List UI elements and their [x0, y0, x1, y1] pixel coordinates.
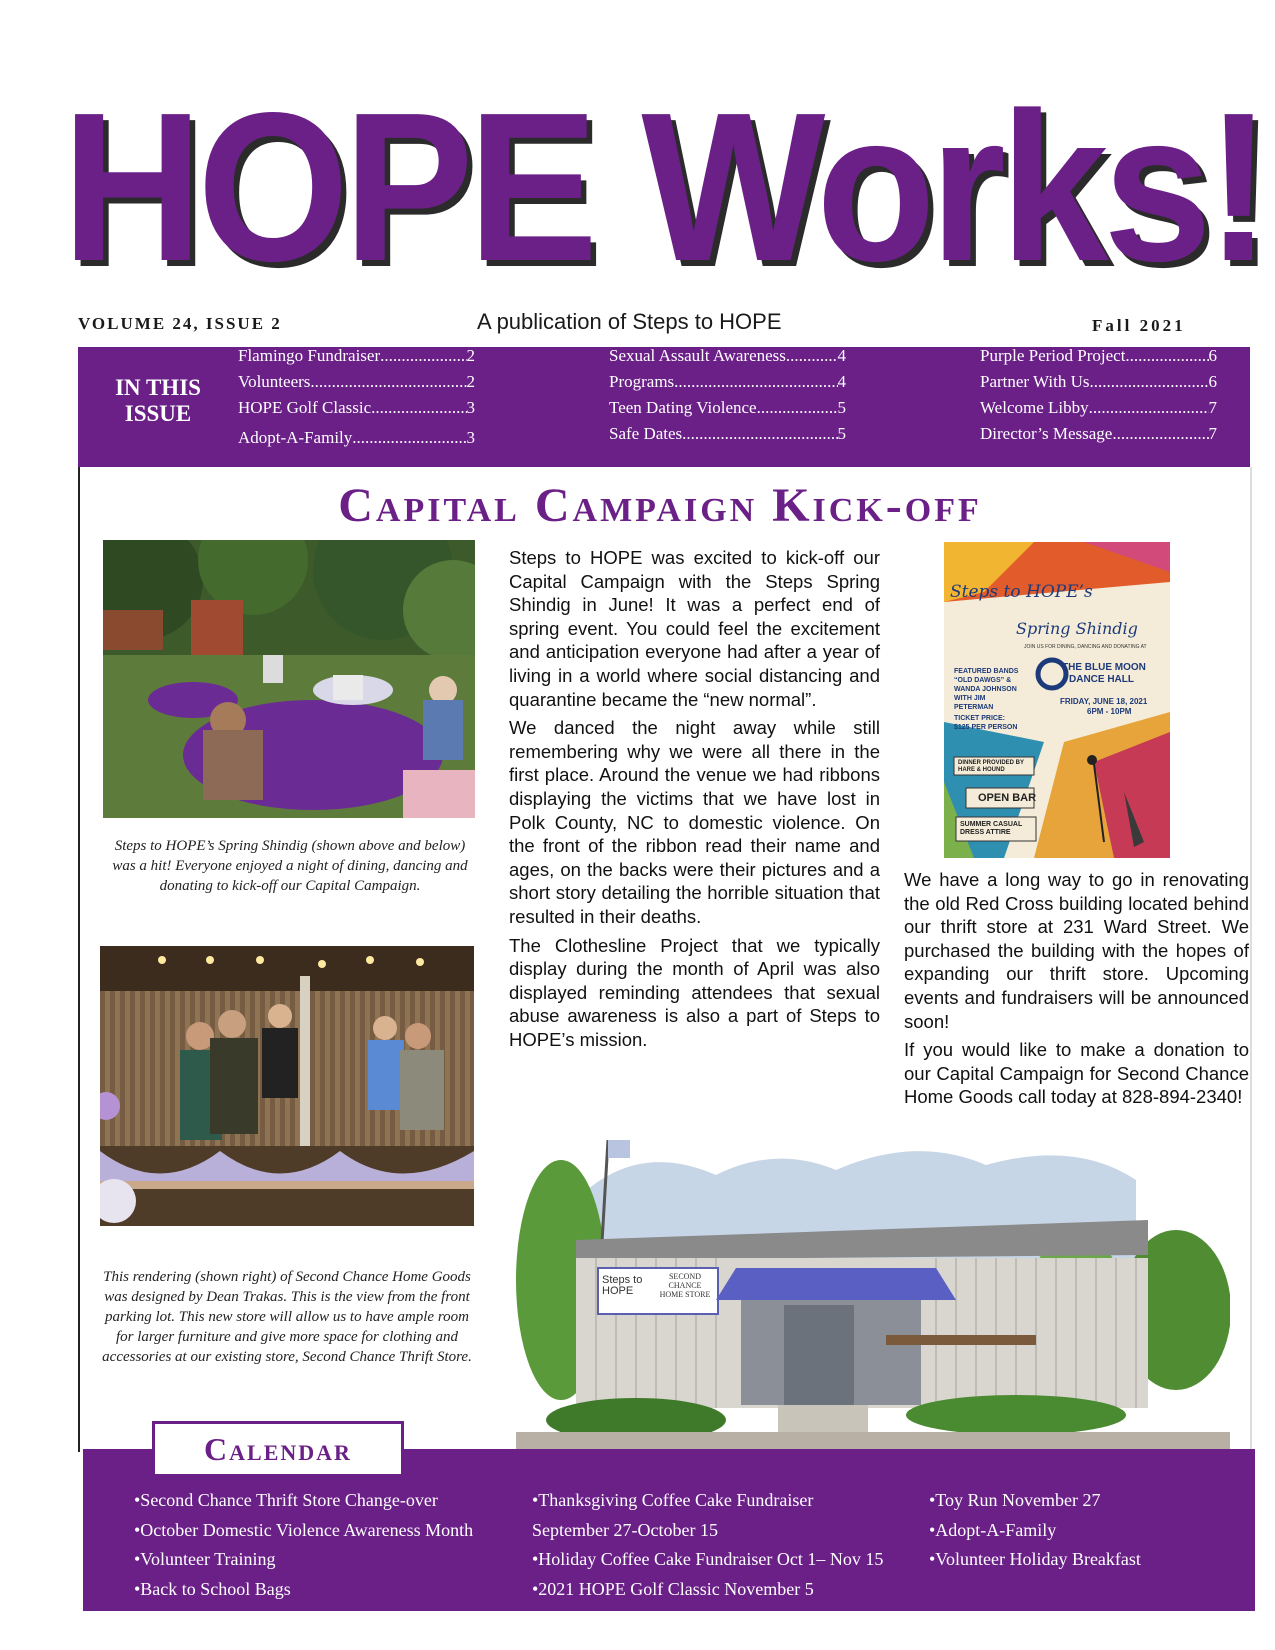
calendar-item: •Volunteer Holiday Breakfast: [929, 1549, 1141, 1569]
rendering-sign-logo: Steps to HOPE: [602, 1274, 643, 1297]
poster-dinner: DINNER PROVIDED BY HARE & HOUND: [958, 760, 1024, 773]
shindig-dance-photo: [100, 946, 474, 1226]
article-paragraph: Steps to HOPE was excited to kick-off our Capital Campaign with the Steps Spring Shindig in June! It was a perfect end of spring event. You could feel the excitement and anticipation everyone had after a year of living in a world where social distancing and quarantine became the “new normal”.: [509, 547, 880, 710]
poster-price: TICKET PRICE: $125 PER PERSON: [954, 715, 1018, 731]
calendar-item: •Volunteer Training: [134, 1549, 276, 1569]
toc-item[interactable]: Purple Period Project ..... 6: [980, 343, 1217, 369]
calendar-item: •Back to School Bags: [134, 1578, 291, 1599]
poster-date: FRIDAY, JUNE 18, 2021: [1060, 697, 1148, 706]
rendering-caption: This rendering (shown right) of Second Chance Home Goods was designed by Dean Trakas. This is the view from the front parking lot. This new store will allow us to have ample room for larger furniture and give more space for clothing and accessories at our existing store, Second Chance Thrift Store.: [102, 1269, 472, 1365]
toc-column-1: [238, 343, 475, 451]
second-chance-rendering: [516, 1120, 1230, 1450]
calendar-heading: Calendar: [152, 1421, 404, 1477]
calendar-item: •2021 HOPE Golf Classic November 5: [532, 1578, 814, 1599]
volume-issue: VOLUME 24, ISSUE 2: [78, 314, 282, 333]
toc-item[interactable]: Director’s Message ..... 7: [980, 421, 1217, 447]
article-paragraph: If you would like to make a donation to our Capital Campaign for Second Chance Home Goods call today at 828-894-2340!: [904, 1039, 1249, 1108]
season-label: Fall 2021: [1092, 316, 1186, 335]
spring-shindig-poster: [944, 542, 1170, 858]
shindig-dinner-photo: [103, 540, 475, 818]
article-paragraph: The Clothesline Project that we typically display during the month of April was also displayed reminding attendees that sexual abuse awareness is also a part of Steps to HOPE’s mission.: [509, 934, 880, 1050]
in-this-issue-bar: [78, 347, 1250, 467]
calendar-column-2: [532, 1486, 883, 1604]
frame-right-rule: [1250, 467, 1252, 1452]
poster-title: Steps to HOPE’s: [950, 582, 1093, 602]
frame-left-rule: [78, 467, 80, 1452]
toc-item[interactable]: Safe Dates ..... 5: [609, 421, 846, 447]
calendar-column-1: [134, 1486, 473, 1604]
toc-column-3: [980, 343, 1217, 447]
poster-time: 6PM - 10PM: [1087, 707, 1132, 716]
calendar-item: •Toy Run November 27: [929, 1490, 1101, 1510]
toc-item[interactable]: Adopt-A-Family ..... 3: [238, 425, 475, 451]
article-paragraph: We have a long way to go in renovating the old Red Cross building located behind our thrift store at 231 Ward Street. We purchased the building with the hopes of expanding our thrift store. Upcoming events and fundraisers will be announced soon!: [904, 869, 1249, 1032]
photo-caption: Steps to HOPE’s Spring Shindig (shown above and below) was a hit! Everyone enjoyed a night of dining, dancing and donating to kick-off our Capital Campaign.: [112, 838, 468, 894]
calendar-item: September 27-October 15: [532, 1519, 718, 1540]
poster-venue-line-1: THE BLUE MOON: [1062, 662, 1146, 673]
calendar-item: •Second Chance Thrift Store Change-over: [134, 1490, 438, 1510]
calendar-item: •Adopt-A-Family: [929, 1519, 1057, 1540]
calendar-item: •Holiday Coffee Cake Fundraiser Oct 1– Nov 15: [532, 1549, 884, 1569]
toc-item[interactable]: Flamingo Fundraiser ..... 2: [238, 343, 475, 369]
toc-column-2: [609, 343, 846, 447]
poster-venue-line-2: DANCE HALL: [1069, 674, 1134, 685]
poster-bands: FEATURED BANDS “OLD DAWGS” & WANDA JOHNSON WITH JIM PETERMAN: [954, 668, 1019, 711]
poster-event: Spring Shindig: [1016, 619, 1138, 638]
toc-item[interactable]: Sexual Assault Awareness ..... 4: [609, 343, 846, 369]
article-paragraph: We danced the night away while still remembering why we were all there in the first place. Around the venue we had ribbons displaying the victims that we have lost in Polk County, NC to domestic violence. On the front of the ribbon read their name and ages, on the backs were their pictures and a short story detailing the horrible situation that resulted in their deaths.: [509, 717, 880, 927]
article-body-column-1: [509, 546, 880, 1056]
masthead-title: HOPE Works!: [62, 68, 1266, 305]
article-body-column-2: [904, 868, 1249, 1114]
toc-item[interactable]: Welcome Libby ..... 7: [980, 395, 1217, 421]
toc-item[interactable]: Programs ..... 4: [609, 369, 846, 395]
toc-item[interactable]: HOPE Golf Classic ..... 3: [238, 395, 475, 421]
publication-subtitle: A publication of Steps to HOPE: [477, 309, 782, 334]
calendar-column-3: [929, 1486, 1141, 1575]
toc-item[interactable]: Teen Dating Violence ..... 5: [609, 395, 846, 421]
poster-bar: OPEN BAR: [978, 792, 1037, 804]
poster-tagline: JOIN US FOR DINING, DANCING AND DONATING AT: [1024, 644, 1147, 650]
article-headline: Capital Campaign Kick-off: [338, 479, 982, 532]
poster-attire: SUMMER CASUAL DRESS ATTIRE: [960, 821, 1023, 836]
toc-item[interactable]: Partner With Us ..... 6: [980, 369, 1217, 395]
in-this-issue-heading: IN THIS ISSUE: [115, 375, 201, 426]
calendar-item: •October Domestic Violence Awareness Month: [134, 1519, 474, 1540]
rendering-sign-text: SECOND CHANCE HOME STORE: [659, 1272, 711, 1299]
calendar-item: •Thanksgiving Coffee Cake Fundraiser: [532, 1490, 814, 1510]
toc-item[interactable]: Volunteers ..... 2: [238, 369, 475, 395]
